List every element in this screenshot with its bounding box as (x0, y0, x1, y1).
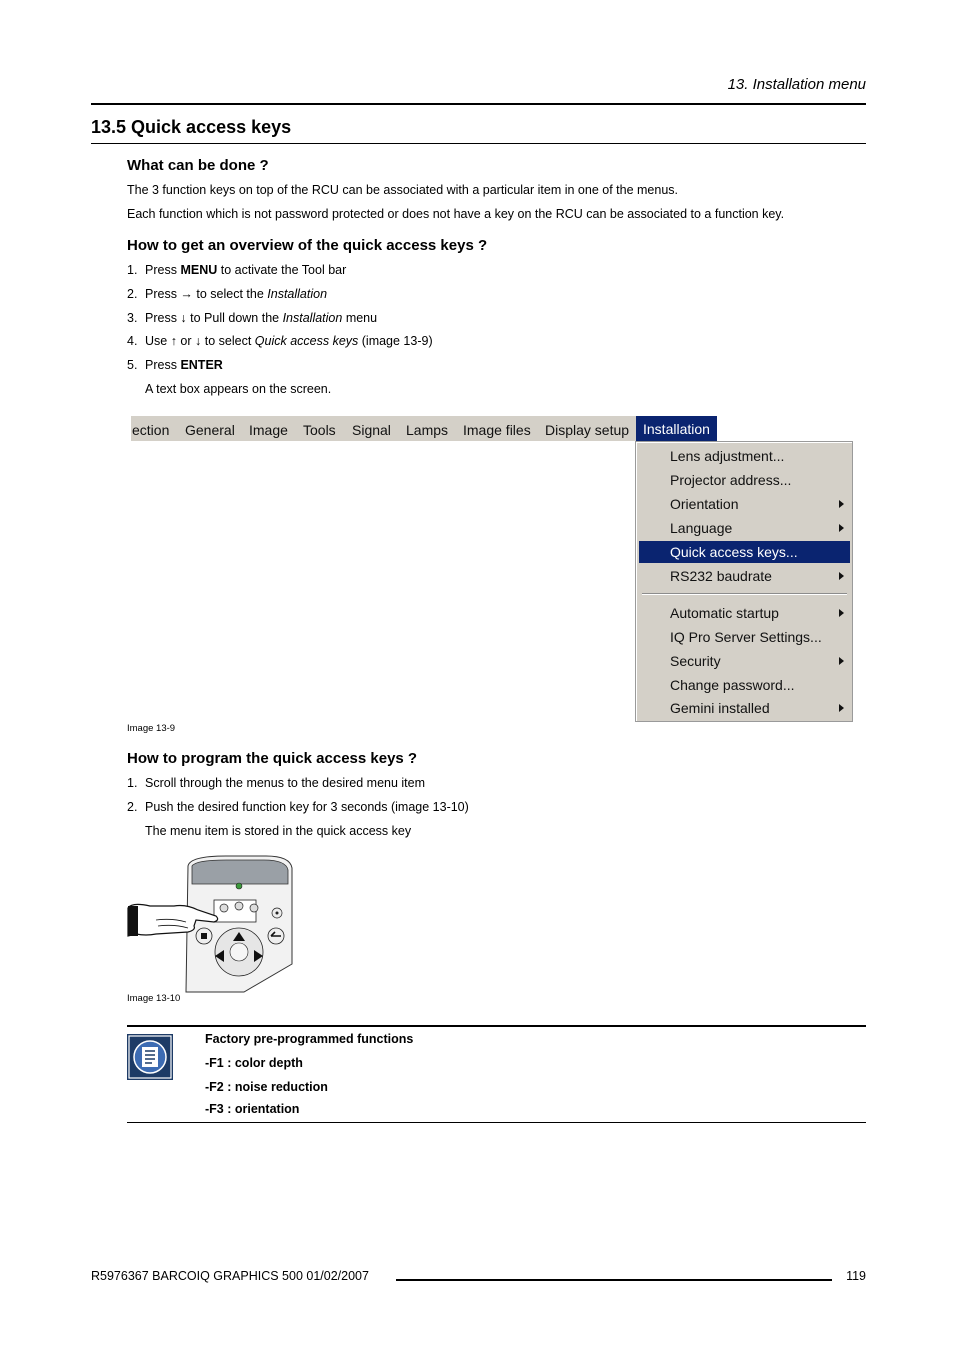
menu-image[interactable]: Image (249, 422, 288, 438)
note-line: -F1 : color depth (205, 1056, 303, 1070)
step-item (127, 800, 469, 814)
note-title: Factory pre-programmed functions (205, 1032, 414, 1046)
submenu-arrow-icon (839, 500, 844, 508)
step-keyword: ENTER (180, 358, 223, 372)
note-top-rule (127, 1025, 866, 1027)
step-item (127, 263, 346, 277)
step-item (127, 311, 377, 325)
paragraph: The 3 function keys on top of the RCU can be associated with a particular item in one of the menus. (127, 183, 678, 197)
step-text: (image 13-9) (358, 334, 433, 348)
heading-program: How to program the quick access keys ? (127, 750, 418, 767)
heading-overview: How to get an overview of the quick access keys ? (127, 237, 488, 254)
step-item (127, 334, 433, 348)
menu-item-label: Orientation (670, 496, 739, 512)
step-number: 2. (127, 800, 138, 814)
title-rule (91, 143, 866, 144)
note-line: -F3 : orientation (205, 1102, 300, 1116)
footer-doc-info: R5976367 BARCOIQ GRAPHICS 500 01/02/2007 (91, 1269, 369, 1283)
footer-rule (396, 1279, 832, 1281)
menu-item-iq-pro-server-settings[interactable] (639, 626, 850, 648)
menu-image-files[interactable]: Image files (463, 422, 531, 438)
image-caption: Image 13-10 (127, 993, 181, 1004)
step-text: Use ↑ or ↓ to select (145, 334, 255, 348)
step-text: Press ↓ to Pull down the (145, 311, 283, 325)
step-number: 2. (127, 287, 138, 301)
menu-item-label: Projector address... (670, 472, 792, 488)
step-item (127, 776, 425, 790)
menu-item-label: Language (670, 520, 733, 536)
menu-item-rs232-baudrate[interactable] (639, 565, 850, 587)
paragraph: Each function which is not password protected or does not have a key on the RCU can be associated to a function key. (127, 207, 785, 221)
menu-item-orientation[interactable] (639, 493, 850, 515)
menu-item-automatic-startup[interactable] (639, 602, 850, 624)
menu-item-security[interactable] (639, 650, 850, 672)
menu-item-gemini-installed[interactable] (639, 697, 850, 719)
menu-item-change-password[interactable] (639, 674, 850, 696)
menu-item-label: RS232 baudrate (670, 568, 772, 584)
note-line: -F2 : noise reduction (205, 1080, 328, 1094)
menu-item-label: Security (670, 653, 721, 669)
step-number: 5. (127, 358, 138, 372)
step-text: Press (145, 263, 181, 277)
submenu-arrow-icon (839, 524, 844, 532)
step-text: Push the desired function key for 3 seconds (image 13-10) (145, 800, 469, 814)
submenu-arrow-icon (839, 609, 844, 617)
heading-what-can-be-done: What can be done ? (127, 157, 269, 174)
header-rule (91, 103, 866, 105)
installation-dropdown (635, 441, 853, 722)
hand-pressing-rcu-icon (126, 854, 296, 994)
menu-item-label: IQ Pro Server Settings... (670, 629, 822, 645)
submenu-arrow-icon (839, 657, 844, 665)
menu-item-projector-address[interactable] (639, 469, 850, 491)
page-number: 119 (846, 1269, 866, 1283)
menu-general[interactable]: General (185, 422, 235, 438)
menu-item-lens-adjustment[interactable] (639, 445, 850, 467)
submenu-arrow-icon (839, 572, 844, 580)
menu-ection[interactable]: ection (132, 422, 170, 438)
menu-item-quick-access-keys[interactable] (639, 541, 850, 563)
step-number: 1. (127, 263, 138, 277)
menu-installation[interactable]: Installation (636, 416, 717, 441)
menu-item-label: Automatic startup (670, 605, 779, 621)
menu-bar (131, 416, 717, 441)
menu-item-label: Quick access keys... (670, 544, 798, 560)
menu-separator (642, 593, 847, 595)
step-number: 1. (127, 776, 138, 790)
menu-item-language[interactable] (639, 517, 850, 539)
step-text: Press → to select the (145, 287, 268, 301)
menu-signal[interactable]: Signal (352, 422, 391, 438)
step-number: 3. (127, 311, 138, 325)
note-bottom-rule (127, 1122, 866, 1123)
step-item (127, 287, 327, 301)
step-result: The menu item is stored in the quick access key (145, 824, 412, 838)
step-target: Installation (267, 287, 328, 301)
image-caption: Image 13-9 (127, 723, 176, 734)
submenu-arrow-icon (839, 704, 844, 712)
step-target: Quick access keys (254, 334, 359, 348)
menu-item-label: Change password... (670, 677, 795, 693)
section-title: 13.5 Quick access keys (91, 117, 292, 137)
step-text: Press (145, 358, 181, 372)
menu-display-setup[interactable]: Display setup (545, 422, 630, 438)
step-result: A text box appears on the screen. (145, 382, 332, 396)
menu-item-label: Gemini installed (670, 700, 770, 716)
menu-tools[interactable]: Tools (303, 422, 336, 438)
menu-item-label: Lens adjustment... (670, 448, 785, 464)
step-text: menu (342, 311, 378, 325)
note-icon (127, 1034, 173, 1080)
step-text: Scroll through the menus to the desired menu item (145, 776, 426, 790)
step-item (127, 358, 223, 372)
step-keyword: MENU (180, 263, 218, 277)
step-target: Installation (282, 311, 343, 325)
running-header: 13. Installation menu (727, 76, 866, 93)
step-number: 4. (127, 334, 138, 348)
menu-lamps[interactable]: Lamps (406, 422, 449, 438)
step-text: to activate the Tool bar (217, 263, 347, 277)
